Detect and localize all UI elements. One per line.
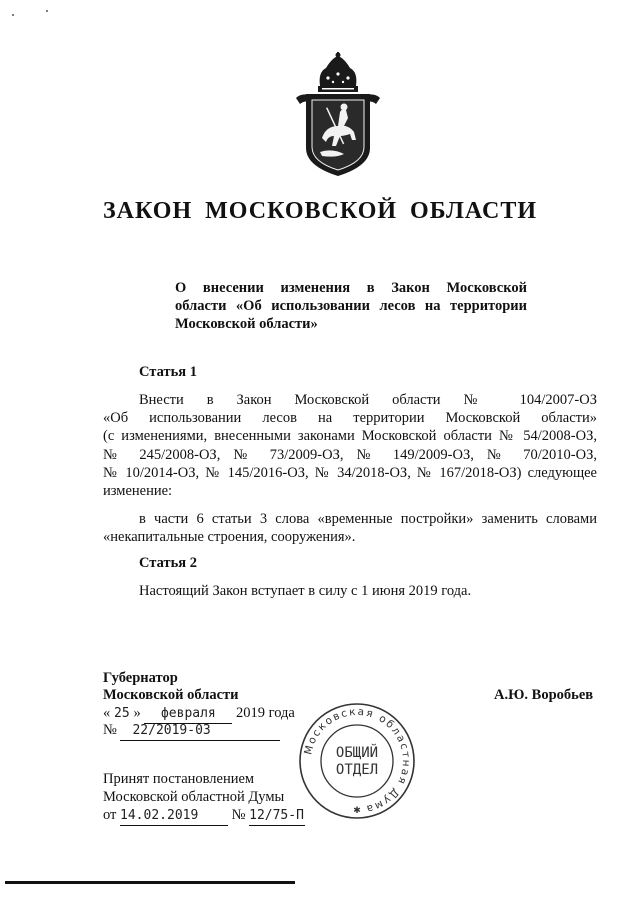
date-open-quote: « xyxy=(103,705,111,721)
text-line: Настоящий Закон вступает в силу с 1 июня 2019 года. xyxy=(139,583,472,599)
subject-line: О внесении изменения в Закон Московской xyxy=(175,280,527,296)
signer-title-line1: Губернатор xyxy=(103,670,178,686)
subject-line: Московской области» xyxy=(175,316,318,332)
text-line: № 10/2014-ОЗ, № 145/2016-ОЗ, № 34/2018-ОЗ, № 167/2018-ОЗ) следующее xyxy=(103,464,597,481)
adoption-number-sign: № xyxy=(231,807,246,823)
article-1-heading: Статья 1 xyxy=(139,364,197,380)
law-subject xyxy=(175,279,527,333)
article-2-heading: Статья 2 xyxy=(139,555,197,571)
subject-line: области «Об использовании лесов на территории xyxy=(175,298,527,314)
moscow-oblast-coat-of-arms-icon xyxy=(292,52,384,182)
text-line: (с изменениями, внесенными законами Московской области № 54/2008-ОЗ, xyxy=(103,428,597,445)
law-number xyxy=(103,721,280,741)
adoption-line1: Принят постановлением xyxy=(103,771,255,787)
stamp-ring-text: Московская областная Дума xyxy=(302,705,413,816)
number-sign: № xyxy=(103,722,117,738)
adoption-line2: Московской областной Думы xyxy=(103,789,285,805)
date-year: 2019 года xyxy=(236,705,295,721)
adoption-number: 12/75-П xyxy=(249,807,305,826)
scan-speck xyxy=(12,14,14,16)
office-stamp-icon xyxy=(298,702,416,820)
text-line: в части 6 статьи 3 слова «временные постройки» заменить словами xyxy=(139,511,597,527)
text-line: «Об использовании лесов на территории Московской области» xyxy=(103,410,597,427)
law-number-value: 22/2019-03 xyxy=(120,722,280,741)
article-1-paragraph-1 xyxy=(103,391,597,500)
article-2-paragraph-1 xyxy=(103,582,597,600)
text-line: Внести в Закон Московской области № 104/2007-ОЗ xyxy=(139,392,597,408)
document-title: ЗАКОН МОСКОВСКОЙ ОБЛАСТИ xyxy=(102,198,537,224)
signer-name: А.Ю. Воробьев xyxy=(494,687,594,703)
scan-edge-line xyxy=(5,881,295,884)
signer-title-line2: Московской области xyxy=(103,687,239,703)
adoption-date: 14.02.2019 xyxy=(120,807,228,826)
stamp-star-icon: ✱ xyxy=(353,805,361,815)
text-line: № 245/2008-ОЗ, № 73/2009-ОЗ, № 149/2009-ОЗ, № 70/2010-ОЗ, xyxy=(103,446,597,463)
date-day: 25 xyxy=(114,706,130,721)
date-close-quote: » xyxy=(133,705,141,721)
text-line: изменение: xyxy=(103,483,173,500)
article-1-paragraph-2 xyxy=(103,510,597,546)
date-month: февраля xyxy=(144,705,232,724)
text-line: «некапитальные строения, сооружения». xyxy=(103,529,356,546)
scan-speck xyxy=(46,10,48,12)
stamp-center-line2: ОТДЕЛ xyxy=(335,762,379,778)
adoption-date-number xyxy=(103,806,305,826)
adoption-from-label: от xyxy=(103,807,117,823)
stamp-center-line1: ОБЩИЙ xyxy=(335,745,379,761)
